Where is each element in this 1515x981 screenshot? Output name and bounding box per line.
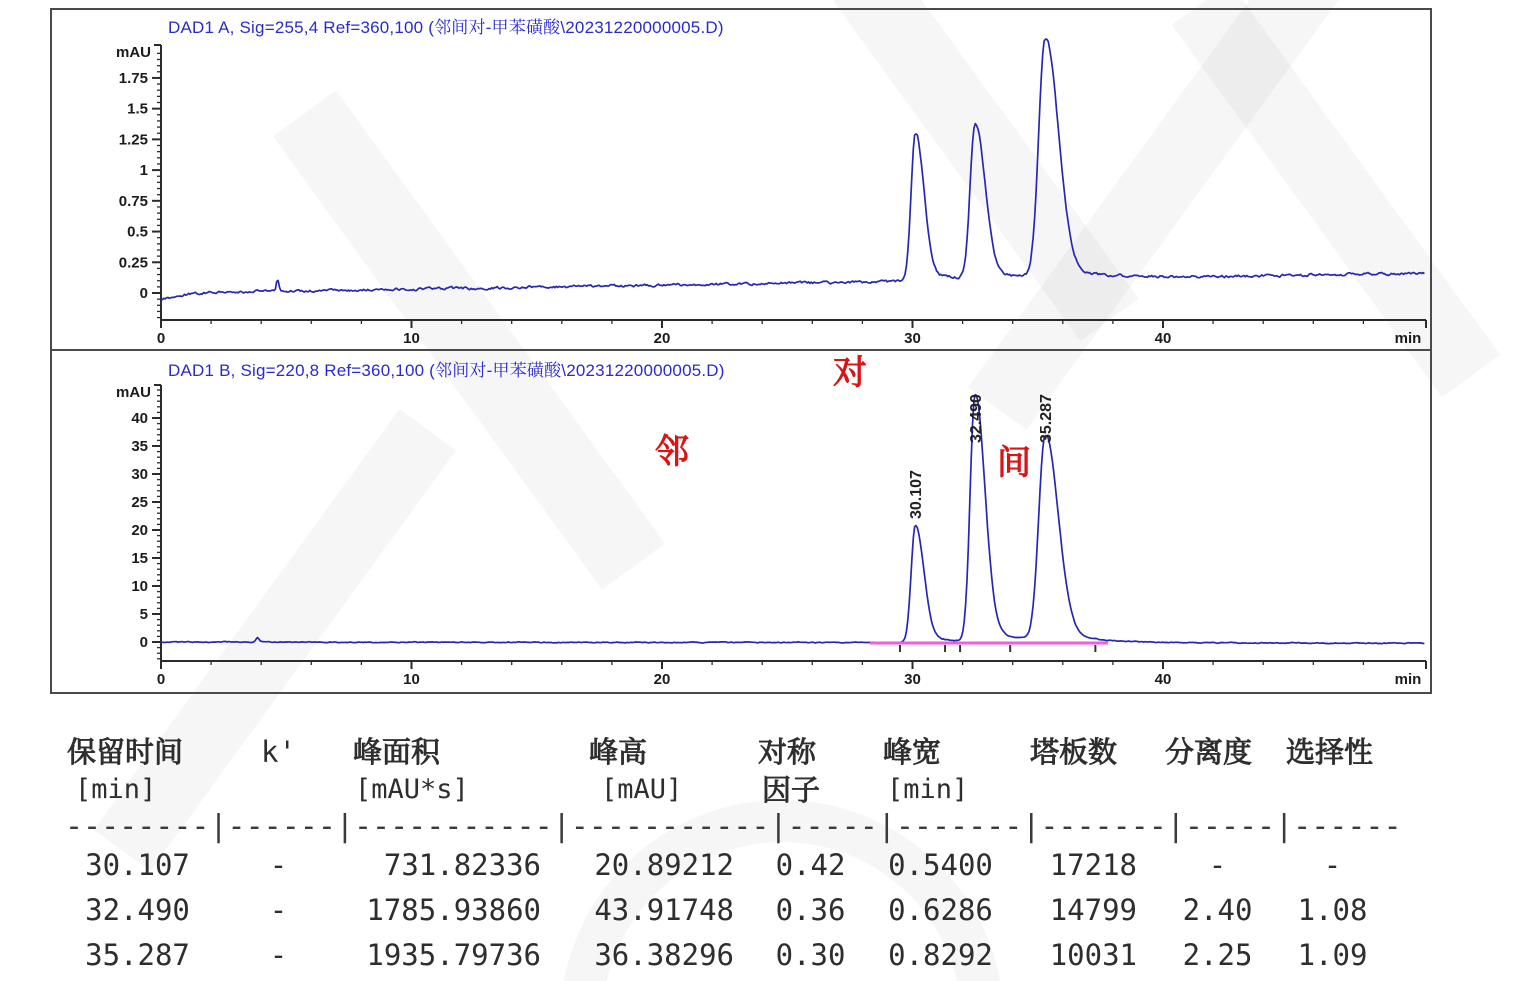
col-unit-k-prime (210, 771, 347, 809)
col-header-retention-time: 保留时间 (67, 735, 184, 769)
svg-text:10: 10 (403, 330, 420, 347)
svg-text:20: 20 (131, 522, 148, 539)
col-unit-plate-count (1016, 771, 1165, 809)
cell-k: - (269, 848, 288, 882)
svg-text:40: 40 (1154, 330, 1172, 347)
col-header-resolution: 分离度 (1165, 735, 1253, 769)
col-unit-retention-time: [min] (75, 774, 157, 805)
cell-width: 0.6286 (888, 893, 993, 927)
svg-text:35: 35 (131, 438, 148, 455)
svg-text:40: 40 (1154, 671, 1172, 688)
peak-table-header-row2 (65, 771, 1405, 809)
col-header-peak-height: 峰高 (589, 735, 648, 769)
cell-plates: 14799 (1049, 893, 1137, 927)
cell-selectivity: 1.08 (1297, 893, 1368, 927)
col-unit-peak-area: [mAU*s] (355, 774, 469, 805)
chromatogram-box (50, 8, 1432, 694)
cell-width: 0.5400 (888, 848, 993, 882)
svg-text:30: 30 (131, 466, 148, 483)
svg-text:15: 15 (131, 550, 148, 567)
col-unit-peak-height: [mAU] (601, 774, 683, 805)
svg-text:25: 25 (131, 494, 148, 511)
panel-divider (52, 349, 1430, 351)
col-unit-resolution (1165, 771, 1270, 809)
svg-text:10: 10 (131, 578, 148, 595)
svg-text:40: 40 (131, 410, 148, 427)
svg-text:0: 0 (139, 285, 148, 302)
cell-height: 43.91748 (594, 893, 734, 927)
svg-text:0: 0 (156, 330, 166, 347)
cell-height: 36.38296 (594, 938, 734, 972)
col-unit-selectivity (1270, 771, 1395, 809)
cell-k: - (269, 938, 288, 972)
cell-selectivity: - (1323, 848, 1342, 882)
svg-text:mAU: mAU (115, 44, 151, 61)
annotation-meta: 间 (997, 445, 1031, 482)
svg-text:min: min (1394, 671, 1422, 688)
svg-text:1.5: 1.5 (127, 100, 148, 118)
col-header-k-prime: k' (261, 735, 296, 769)
svg-text:mAU: mAU (115, 384, 151, 401)
cell-resolution: 2.40 (1182, 893, 1253, 927)
col-header-plate-count: 塔板数 (1030, 735, 1118, 769)
cell-symmetry: 0.42 (775, 848, 846, 882)
cell-area: 731.82336 (383, 848, 541, 882)
col-header-selectivity: 选择性 (1286, 735, 1374, 769)
svg-text:0.25: 0.25 (118, 254, 148, 272)
cell-symmetry: 0.36 (775, 893, 846, 927)
col-header-symmetry: 对称 (758, 735, 817, 769)
cell-width: 0.8292 (888, 938, 993, 972)
svg-text:35.287: 35.287 (1037, 394, 1055, 443)
svg-text:10: 10 (403, 671, 420, 688)
table-row-peak2 (65, 888, 1405, 933)
cell-area: 1935.79736 (366, 938, 541, 972)
annotation-ortho: 邻 (655, 434, 689, 471)
cell-rt: 35.287 (85, 938, 190, 972)
cell-resolution: 2.25 (1182, 938, 1253, 972)
col-header-peak-width: 峰宽 (883, 735, 942, 769)
svg-text:1: 1 (139, 162, 148, 180)
peak-table (65, 733, 1405, 978)
cell-rt: 32.490 (85, 893, 190, 927)
cell-area: 1785.93860 (366, 893, 541, 927)
svg-text:5: 5 (139, 606, 148, 623)
col-header-symmetry-2: 因子 (762, 773, 821, 807)
cell-plates: 10031 (1049, 938, 1137, 972)
cell-symmetry: 0.30 (775, 938, 846, 972)
panel-a-title: DAD1 A, Sig=255,4 Ref=360,100 (邻间对-甲苯磺酸\20231220000005.D) (168, 18, 724, 37)
svg-text:30: 30 (904, 671, 921, 688)
cell-selectivity: 1.09 (1297, 938, 1368, 972)
cell-rt: 30.107 (85, 848, 190, 882)
col-header-peak-area: 峰面积 (353, 735, 441, 769)
svg-text:0.75: 0.75 (118, 192, 148, 210)
annotation-para: 对 (833, 355, 867, 392)
svg-text:1.25: 1.25 (118, 131, 148, 149)
col-unit-peak-width: [min] (887, 774, 969, 805)
svg-text:1.75: 1.75 (118, 69, 148, 87)
svg-text:min: min (1394, 330, 1422, 347)
svg-text:20: 20 (653, 330, 671, 347)
svg-text:0: 0 (139, 634, 148, 651)
svg-text:30: 30 (904, 330, 921, 347)
svg-text:0.5: 0.5 (127, 223, 148, 241)
peak-table-header-row1 (65, 733, 1405, 771)
panel-b-title: DAD1 B, Sig=220,8 Ref=360,100 (邻间对-甲苯磺酸\20231220000005.D) (168, 361, 725, 380)
cell-resolution: - (1208, 848, 1227, 882)
svg-text:32.490: 32.490 (967, 394, 985, 443)
table-row-peak3 (65, 933, 1405, 978)
svg-text:20: 20 (653, 671, 671, 688)
cell-plates: 17218 (1049, 848, 1137, 882)
table-row-peak1 (65, 843, 1405, 888)
cell-height: 20.89212 (594, 848, 734, 882)
svg-text:0: 0 (156, 671, 166, 688)
table-separator: --------|------|-----------|-----------|-----|-------|-------|-----|------ (65, 809, 1402, 844)
cell-k: - (269, 893, 288, 927)
svg-text:30.107: 30.107 (908, 470, 926, 520)
